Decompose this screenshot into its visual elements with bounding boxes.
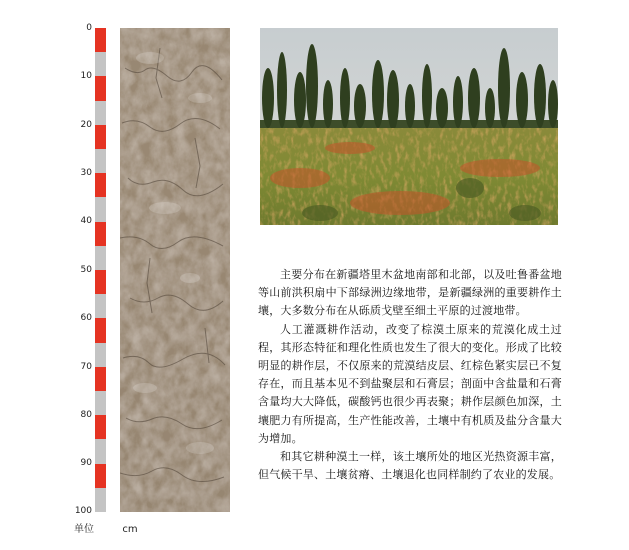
depth-tick-label: 0	[86, 23, 92, 33]
depth-tick-label: 60	[80, 313, 92, 323]
ruler-segment	[95, 439, 106, 464]
ruler-segment	[95, 101, 106, 126]
depth-tick-label: 30	[80, 168, 92, 178]
unit-value: cm	[122, 524, 138, 535]
unit-label-row	[74, 520, 138, 535]
ruler-segment	[95, 197, 106, 222]
unit-label: 单位	[74, 524, 94, 535]
depth-tick-label: 40	[80, 216, 92, 226]
depth-tick-label: 10	[80, 71, 92, 81]
ruler-segment	[95, 415, 106, 440]
ruler-segment	[95, 76, 106, 101]
ruler-segment	[95, 367, 106, 392]
description-paragraph: 人工灌溉耕作活动，改变了棕漠土原来的荒漠化成土过程，其形态特征和理化性质也发生了很大的变化。形成了比较明显的耕作层，不仅原来的荒漠结皮层、红棕色紧实层已不复存在，而且基本见不到盐聚层和石膏层；剖面中含盐量和石膏含量均大大降低，碳酸钙也很少再表聚；耕作层颜色加深，土壤肥力有所提高，生产性能改善，土壤中有机质及盐分含量大为增加。	[258, 322, 562, 445]
description-paragraph: 主要分布在新疆塔里木盆地南部和北部，以及吐鲁番盆地等山前洪积扇中下部绿洲边缘地带，是新疆绿洲的重要耕作土壤，大多数分布在从砾质戈壁至细土平原的过渡地带。	[258, 268, 562, 318]
ruler-segment	[95, 149, 106, 174]
ruler-segment	[95, 294, 106, 319]
depth-tick-label: 20	[80, 120, 92, 130]
ruler-segment	[95, 488, 106, 513]
depth-tick-label: 80	[80, 410, 92, 420]
ruler-segment	[95, 52, 106, 77]
ruler-segment	[95, 222, 106, 247]
ruler-segment	[95, 464, 106, 489]
depth-ruler	[95, 28, 106, 512]
ruler-segment	[95, 270, 106, 295]
ruler-segment	[95, 125, 106, 150]
soil-profile-photo	[120, 28, 230, 512]
ruler-segment	[95, 391, 106, 416]
ruler-segment	[95, 173, 106, 198]
landscape-photo	[260, 28, 558, 225]
soil-description	[258, 266, 562, 484]
depth-tick-label: 100	[74, 506, 92, 516]
depth-tick-label: 90	[80, 458, 92, 468]
ruler-segment	[95, 318, 106, 343]
ruler-segment	[95, 246, 106, 271]
depth-tick-label: 50	[80, 265, 92, 275]
depth-tick-label: 70	[80, 362, 92, 372]
ruler-segment	[95, 343, 106, 368]
ruler-segment	[95, 28, 106, 53]
description-paragraph: 和其它耕种漠土一样，该土壤所处的地区光热资源丰富，但气候干旱、土壤贫瘠、土壤退化也同样制约了农业的发展。	[258, 450, 562, 482]
